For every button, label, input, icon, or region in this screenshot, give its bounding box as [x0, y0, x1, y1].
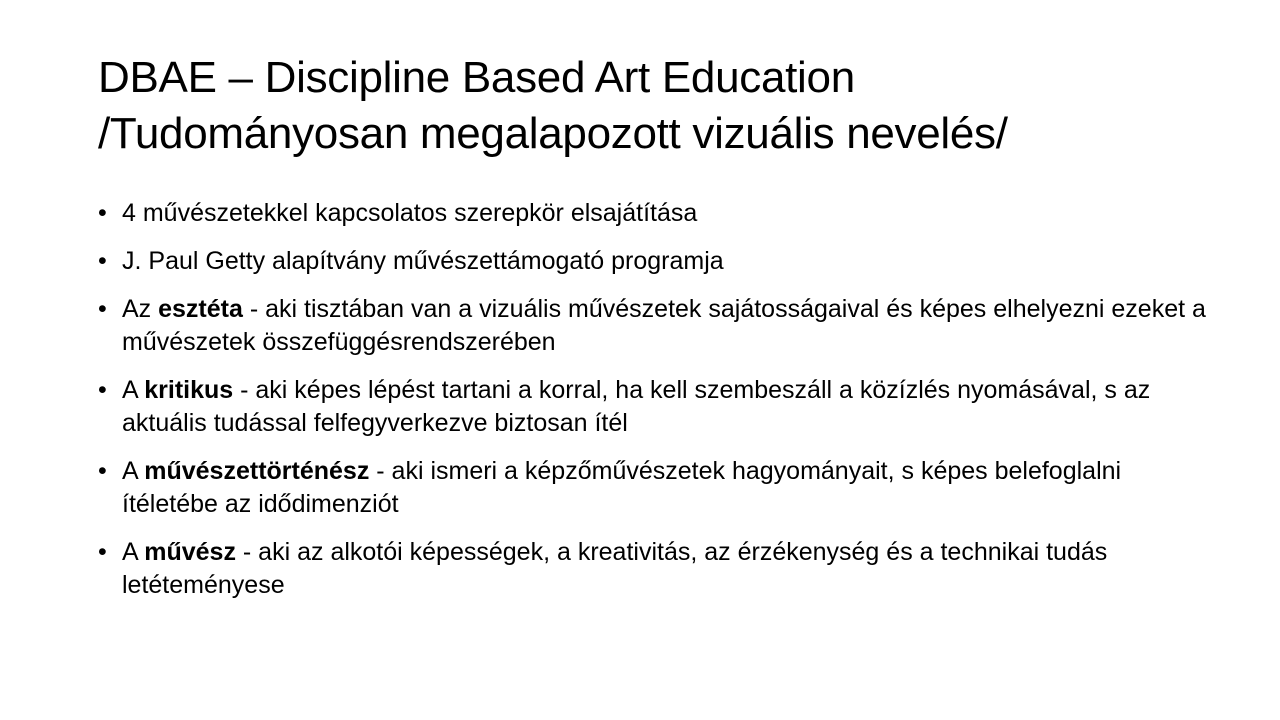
bullet-role-term: kritikus	[144, 376, 234, 404]
bullet-item	[98, 455, 1208, 521]
bullet-text: J. Paul Getty alapítvány művészettámogató programja	[122, 247, 724, 275]
bullet-prefix: A	[122, 376, 145, 404]
bullet-dot-icon: •	[98, 295, 107, 323]
bullet-item	[98, 245, 1208, 278]
bullet-item	[98, 293, 1208, 359]
bullet-role-term: művész	[144, 538, 236, 566]
slide-title-line-1: DBAE – Discipline Based Art Education	[98, 53, 855, 102]
bullet-description: - aki ismeri a képzőművészetek hagyományait, s képes belefoglalni ítéletébe az idődimenziót	[122, 457, 1122, 518]
bullet-item	[98, 536, 1208, 602]
bullet-dot-icon: •	[98, 247, 107, 275]
bullet-prefix: A	[122, 457, 145, 485]
bullet-item	[98, 374, 1208, 440]
bullet-dot-icon: •	[98, 199, 107, 227]
bullet-description: - aki tisztában van a vizuális művészetek sajátosságaival és képes elhelyezni ezeket a művészetek összefüggésrendszerében	[122, 295, 1206, 356]
bullet-role-term: esztéta	[158, 295, 243, 323]
bullet-item	[98, 197, 1208, 230]
bullet-text: 4 művészetekkel kapcsolatos szerepkör elsajátítása	[122, 199, 698, 227]
slide-title	[98, 50, 1218, 162]
slide-title-line-2: /Tudományosan megalapozott vizuális nevelés/	[98, 109, 1008, 158]
bullet-dot-icon: •	[98, 376, 107, 404]
bullet-prefix: A	[122, 538, 145, 566]
bullet-role-term: művészettörténész	[144, 457, 370, 485]
bullet-description: - aki képes lépést tartani a korral, ha kell szembeszáll a közízlés nyomásával, s az aktuális tudással felfegyverkezve biztosan ítél	[122, 376, 1151, 437]
bullet-list	[98, 197, 1208, 617]
bullet-dot-icon: •	[98, 457, 107, 485]
bullet-description: - aki az alkotói képességek, a kreativitás, az érzékenység és a technikai tudás letéteményese	[122, 538, 1108, 599]
bullet-prefix: Az	[122, 295, 159, 323]
bullet-dot-icon: •	[98, 538, 107, 566]
